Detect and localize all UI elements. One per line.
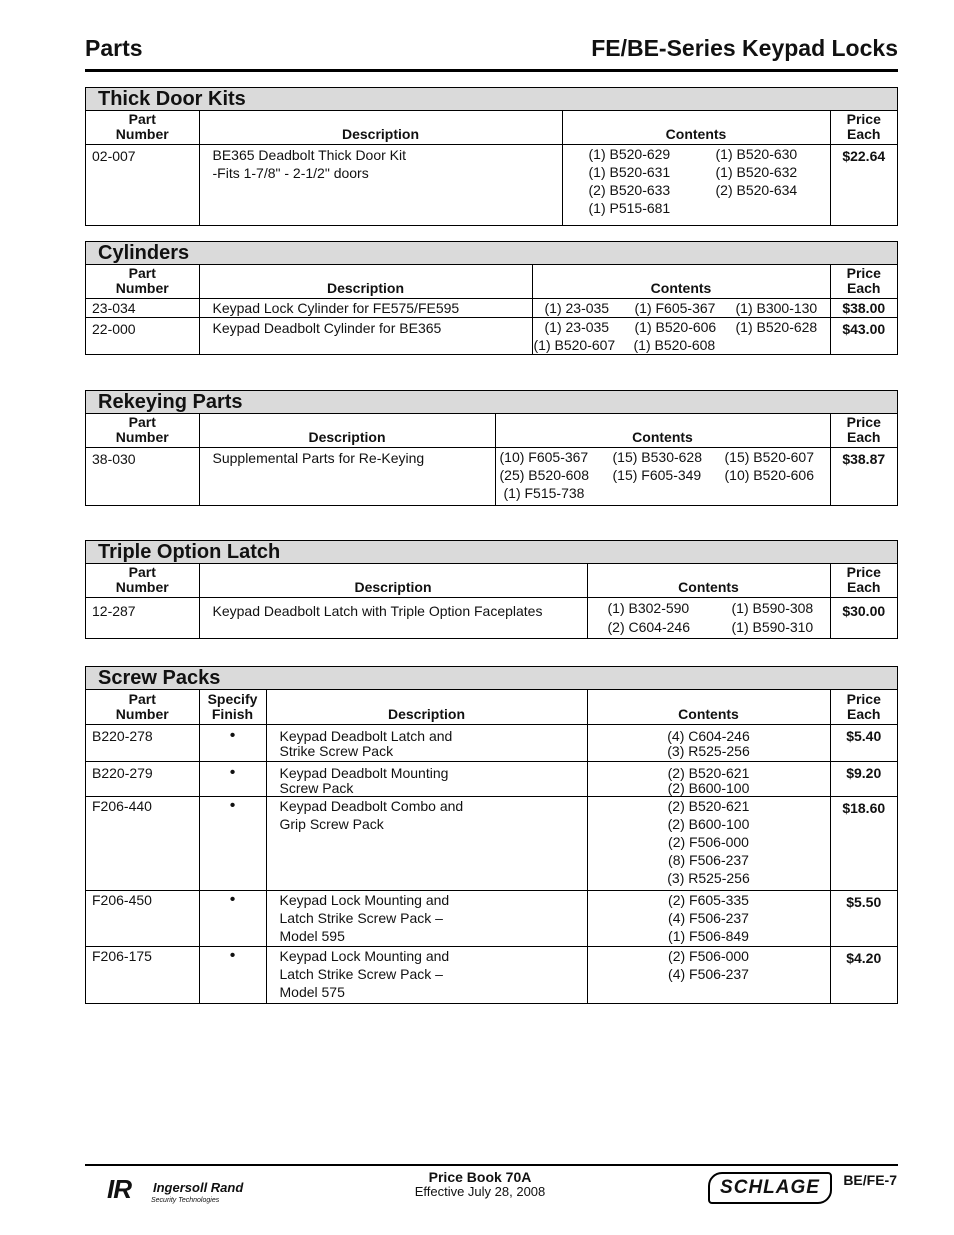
part-number: 02-007 <box>86 144 199 225</box>
product-title: FE/BE-Series Keypad Locks <box>591 35 898 61</box>
description: Keypad Deadbolt Combo and Grip Screw Pack <box>266 796 587 890</box>
price: $38.00 <box>842 299 886 316</box>
table-row <box>86 298 897 317</box>
description: Keypad Deadbolt Latch and Strike Screw Pack <box>266 724 587 761</box>
finish-bullet: • <box>199 724 266 761</box>
section-title: Screw Packs <box>86 667 897 690</box>
col-specify-finish: Specify Finish <box>199 690 266 724</box>
col-contents: Contents <box>532 265 830 298</box>
col-contents: Contents <box>587 690 830 724</box>
col-part-number: Part Number <box>86 265 199 298</box>
table-row <box>86 946 897 1003</box>
page-title: Parts <box>85 35 143 61</box>
section-screw-packs <box>85 666 898 1004</box>
part-number: 22-000 <box>86 317 199 354</box>
col-price: Price Each <box>830 265 897 298</box>
contents: (2) B520-621 (2) B600-100 (2) F506-000 (8) F506-237 (3) R525-256 <box>587 796 830 890</box>
part-number: F206-450 <box>86 890 199 946</box>
col-part-number: Part Number <box>86 111 199 144</box>
contents: (1) B520-629 (1) B520-630 (1) B520-631 (1) B520-632 (2) B520-633 (2) B520-634 (1) P515-681 <box>562 144 830 225</box>
table-row <box>86 597 897 638</box>
col-contents: Contents <box>495 414 830 447</box>
price: $38.87 <box>842 450 886 467</box>
col-description: Description <box>266 690 587 724</box>
price: $30.00 <box>842 602 886 619</box>
rekeying-table <box>86 414 897 505</box>
part-number: F206-175 <box>86 946 199 1003</box>
description: Keypad Lock Mounting and Latch Strike Screw Pack – Model 575 <box>266 946 587 1003</box>
description: Keypad Deadbolt Cylinder for BE365 <box>199 317 532 354</box>
part-number: F206-440 <box>86 796 199 890</box>
price-book-info <box>380 1170 580 1199</box>
triple-option-table <box>86 564 897 638</box>
table-row <box>86 144 897 225</box>
thick-door-table <box>86 111 897 225</box>
section-title: Thick Door Kits <box>86 88 897 111</box>
contents: (10) F605-367 (15) B530-628 (15) B520-607 (25) B520-608 (15) F605-349 (10) B520-606 (1) F515-738 <box>495 447 830 505</box>
col-price: Price Each <box>830 564 897 597</box>
col-part-number: Part Number <box>86 690 199 724</box>
col-part-number: Part Number <box>86 414 199 447</box>
page-header <box>85 33 898 72</box>
col-contents: Contents <box>587 564 830 597</box>
section-triple-option-latch <box>85 540 898 639</box>
section-rekeying-parts <box>85 390 898 506</box>
screw-packs-table <box>86 690 897 1003</box>
part-number: 12-287 <box>86 597 199 638</box>
col-price: Price Each <box>830 690 897 724</box>
price: $4.20 <box>830 946 897 1003</box>
col-price: Price Each <box>830 111 897 144</box>
col-price: Price Each <box>830 414 897 447</box>
table-row <box>86 796 897 890</box>
table-row <box>86 317 897 354</box>
section-cylinders <box>85 241 898 355</box>
table-row <box>86 761 897 796</box>
part-number: 38-030 <box>86 447 199 505</box>
price: $5.40 <box>846 727 882 744</box>
section-title: Cylinders <box>86 242 897 265</box>
finish-bullet: • <box>199 946 266 1003</box>
footer-divider <box>85 1164 898 1166</box>
ir-logo-subtitle: Security Technologies <box>151 1197 220 1204</box>
price-book-title: Price Book 70A <box>428 1169 532 1185</box>
contents: (1) B302-590 (1) B590-308 (2) C604-246 (1) B590-310 <box>587 597 830 638</box>
price: $9.20 <box>830 761 897 796</box>
part-number: B220-279 <box>86 761 199 796</box>
cylinders-table <box>86 265 897 354</box>
page-number: BE/FE-7 <box>843 1172 897 1188</box>
finish-bullet: • <box>199 890 266 946</box>
section-title: Triple Option Latch <box>86 541 897 564</box>
description: Keypad Lock Cylinder for FE575/FE595 <box>199 298 532 317</box>
price: $18.60 <box>830 796 897 890</box>
description: Keypad Lock Mounting and Latch Strike Screw Pack – Model 595 <box>266 890 587 946</box>
contents: (1) 23-035 (1) F605-367 (1) B300-130 <box>532 298 830 317</box>
schlage-logo: SCHLAGE <box>708 1172 832 1204</box>
col-description: Description <box>199 265 532 298</box>
table-row <box>86 890 897 946</box>
table-row <box>86 447 897 505</box>
effective-date: Effective July 28, 2008 <box>414 1184 546 1199</box>
finish-bullet: • <box>199 761 266 796</box>
contents: (2) F605-335 (4) F506-237 (1) F506-849 <box>587 890 830 946</box>
table-row <box>86 724 897 761</box>
col-description: Description <box>199 414 495 447</box>
col-description: Description <box>199 111 562 144</box>
description: Keypad Deadbolt Latch with Triple Option Faceplates <box>199 597 587 638</box>
description: BE365 Deadbolt Thick Door Kit -Fits 1-7/8" - 2-1/2" doors <box>199 144 562 225</box>
finish-bullet: • <box>199 796 266 890</box>
contents: (4) C604-246 (3) R525-256 <box>587 724 830 761</box>
contents: (1) 23-035 (1) B520-606 (1) B520-628 (1) B520-607 (1) B520-608 <box>532 317 830 354</box>
price: $43.00 <box>830 317 897 354</box>
col-part-number: Part Number <box>86 564 199 597</box>
description: Keypad Deadbolt Mounting Screw Pack <box>266 761 587 796</box>
part-number: B220-278 <box>86 724 199 761</box>
price: $5.50 <box>830 890 897 946</box>
section-title: Rekeying Parts <box>86 391 897 414</box>
part-number: 23-034 <box>86 298 199 317</box>
col-contents: Contents <box>562 111 830 144</box>
ir-logo-name: Ingersoll Rand <box>153 1180 244 1195</box>
description: Supplemental Parts for Re-Keying <box>199 447 495 505</box>
ir-logo-mark: IR <box>107 1174 131 1204</box>
price: $22.64 <box>842 147 886 164</box>
contents: (2) B520-621 (2) B600-100 <box>587 761 830 796</box>
ingersoll-rand-logo <box>107 1172 247 1208</box>
contents: (2) F506-000 (4) F506-237 <box>587 946 830 1003</box>
section-thick-door-kits <box>85 87 898 226</box>
col-description: Description <box>199 564 587 597</box>
